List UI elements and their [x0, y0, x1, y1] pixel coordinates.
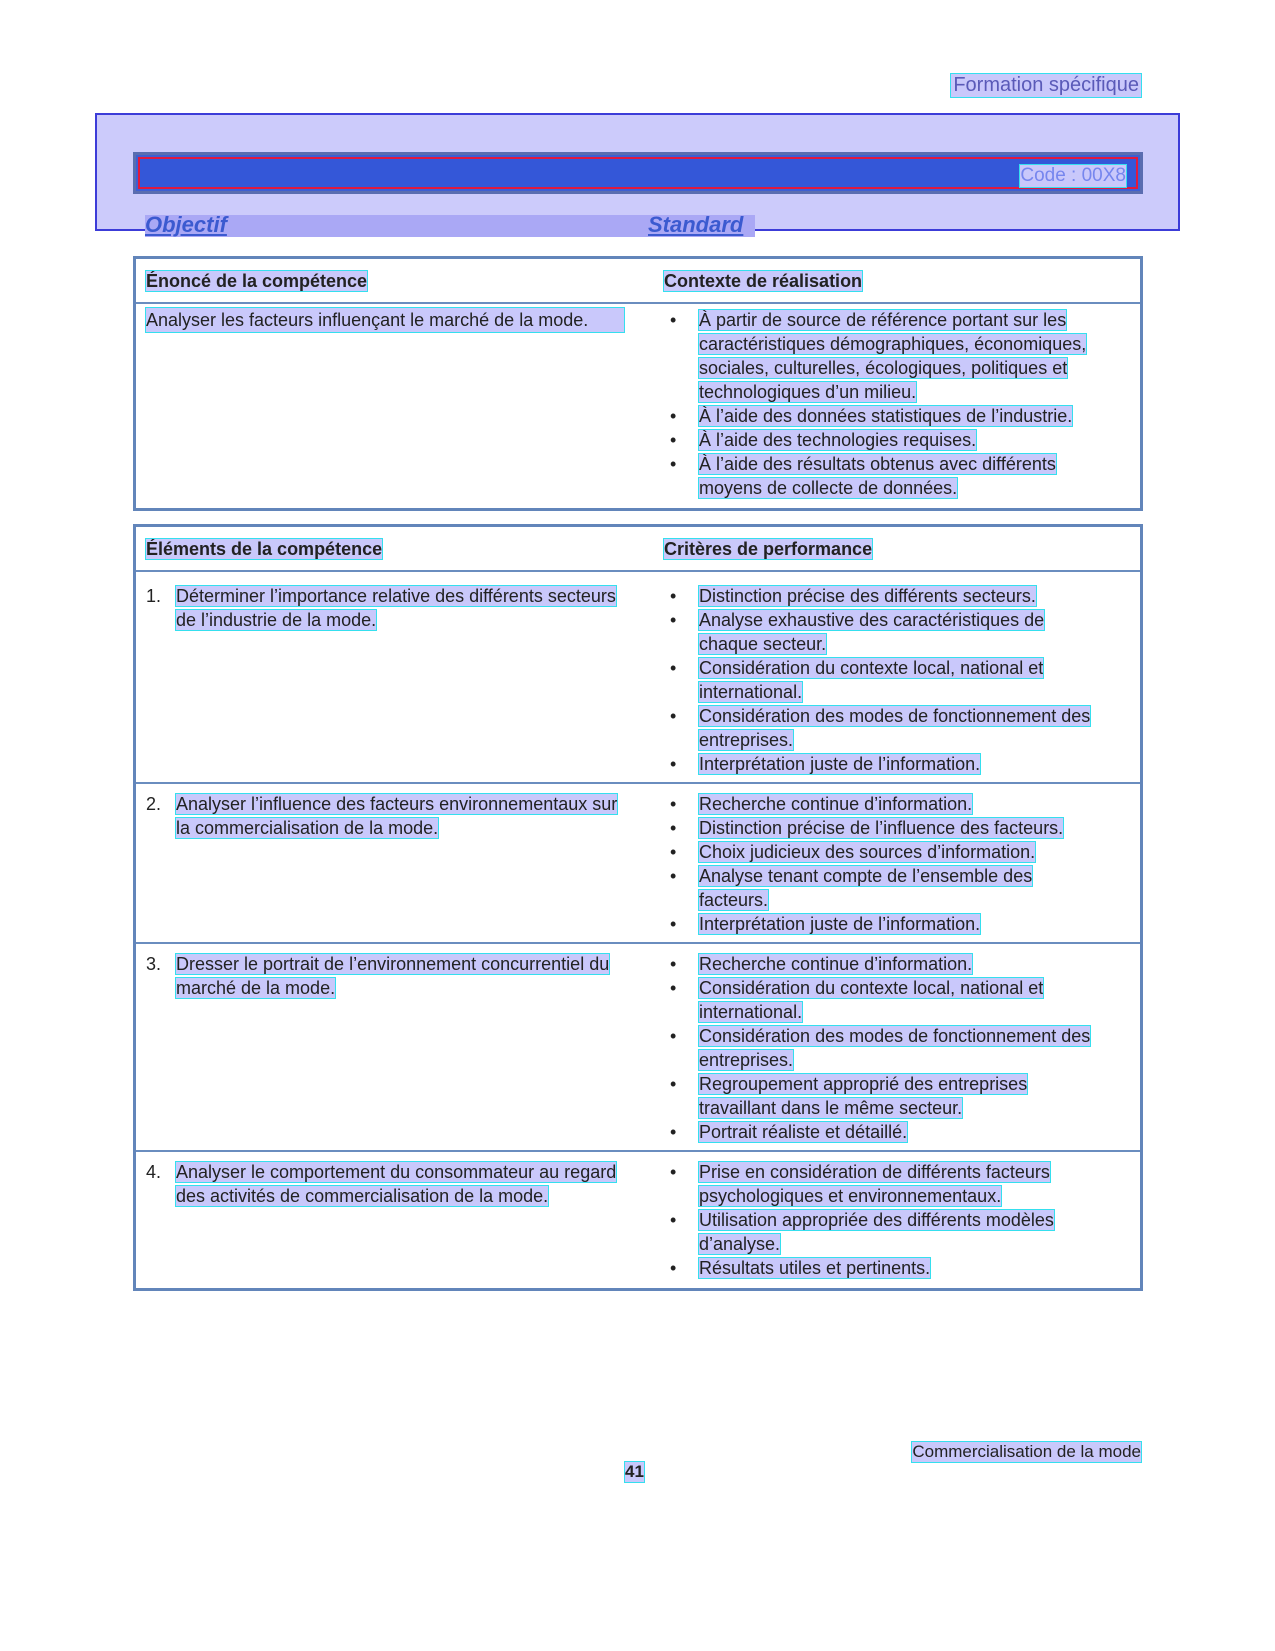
table-row: 1. Déterminer l’importance relative des différents secteurs de l’industrie de la mode. • Distinction précise des différents secteurs. • Analyse exhaustive des caractéristiques de chaque secteur. • Considération du contexte local, national et international. • Considération des modes de fonctionnement des entreprises. • Interprétation juste de l’information. — [135, 571, 1142, 783]
list-item: • Analyse exhaustive des caractéristiques de chaque secteur. — [664, 608, 1100, 656]
list-item: • Interprétation juste de l’information. — [664, 912, 1100, 936]
table-row: 4. Analyser le comportement du consommateur au regard des activités de commercialisation de la mode. • Prise en considération de différents facteurs psychologiques et environnementaux. • Utilisation appropriée des différents modèles d’analyse. • Résultats utiles et pertinents. — [135, 1151, 1142, 1290]
element-text: Analyser l’influence des facteurs environnementaux sur la commercialisation de la mode. — [176, 794, 618, 838]
objectif-heading: Objectif — [145, 212, 227, 237]
list-item: • Distinction précise de l’influence des facteurs. — [664, 816, 1100, 840]
table-row: 3. Dresser le portrait de l’environnement concurrentiel du marché de la mode. • Recherche continue d’information. • Considération du contexte local, national et international. • Considération des modes de fonctionnement des entreprises. • Regroupement approprié des entreprises travaillant dans le même secteur. • Portrait réaliste et détaillé. — [135, 943, 1142, 1151]
table-row: 2. Analyser l’influence des facteurs environnementaux sur la commercialisation de la mode. • Recherche continue d’information. • Distinction précise de l’influence des facteurs. • Choix judicieux des sources d’information. • Analyse tenant compte de l’ensemble des facteurs. • Interprétation juste de l’information. — [135, 783, 1142, 943]
criteria-list — [664, 1160, 1100, 1280]
element-text: Déterminer l’importance relative des différents secteurs de l’industrie de la mode. — [176, 586, 616, 630]
list-item: • À l’aide des données statistiques de l’industrie. — [664, 404, 1120, 428]
list-item: • À l’aide des technologies requises. — [664, 428, 1120, 452]
list-item: • Analyse tenant compte de l’ensemble des facteurs. — [664, 864, 1100, 912]
criteria-list — [664, 584, 1100, 776]
code-bar — [133, 152, 1143, 194]
competence-statement: Analyser les facteurs influençant le marché de la mode. — [146, 308, 624, 332]
elements-left-header: Éléments de la compétence — [146, 539, 383, 559]
list-item: • Choix judicieux des sources d’information. — [664, 840, 1100, 864]
criteria-list — [664, 792, 1100, 936]
list-item: • Recherche continue d’information. — [664, 792, 1100, 816]
list-item: • Résultats utiles et pertinents. — [664, 1256, 1100, 1280]
elements-table — [133, 524, 1143, 1291]
competence-left-header: Énoncé de la compétence — [146, 271, 368, 291]
element-text: Dresser le portrait de l’environnement concurrentiel du marché de la mode. — [176, 954, 610, 998]
context-list — [664, 308, 1120, 500]
code-label: Code : 00X8 — [1020, 165, 1126, 186]
footer-title: Commercialisation de la mode — [912, 1442, 1141, 1461]
list-item: • À partir de source de référence portant sur les caractéristiques démographiques, économiques, sociales, culturelles, écologiques, politiques et technologiques d’un milieu. — [664, 308, 1120, 404]
competence-right-header: Contexte de réalisation — [664, 271, 863, 291]
list-item: • Considération du contexte local, national et international. — [664, 656, 1100, 704]
page-number: 41 — [625, 1462, 644, 1481]
list-item: • Prise en considération de différents facteurs psychologiques et environnementaux. — [664, 1160, 1100, 1208]
list-item: • Regroupement approprié des entreprises travaillant dans le même secteur. — [664, 1072, 1100, 1120]
list-item: • Considération des modes de fonctionnement des entreprises. — [664, 1024, 1100, 1072]
elements-right-header: Critères de performance — [664, 539, 873, 559]
list-item: • Considération du contexte local, national et international. — [664, 976, 1100, 1024]
list-item: • Utilisation appropriée des différents modèles d’analyse. — [664, 1208, 1100, 1256]
criteria-list — [664, 952, 1100, 1144]
list-item: • Interprétation juste de l’information. — [664, 752, 1100, 776]
list-item: • Considération des modes de fonctionnement des entreprises. — [664, 704, 1100, 752]
list-item: • Portrait réaliste et détaillé. — [664, 1120, 1100, 1144]
standard-heading: Standard — [648, 212, 744, 237]
element-text: Analyser le comportement du consommateur au regard des activités de commercialisation de la mode. — [176, 1162, 617, 1206]
list-item: • Recherche continue d’information. — [664, 952, 1100, 976]
competence-table — [133, 256, 1143, 511]
list-item: • Distinction précise des différents secteurs. — [664, 584, 1100, 608]
list-item: • À l’aide des résultats obtenus avec différents moyens de collecte de données. — [664, 452, 1120, 500]
section-title: Formation spécifique — [953, 74, 1139, 96]
